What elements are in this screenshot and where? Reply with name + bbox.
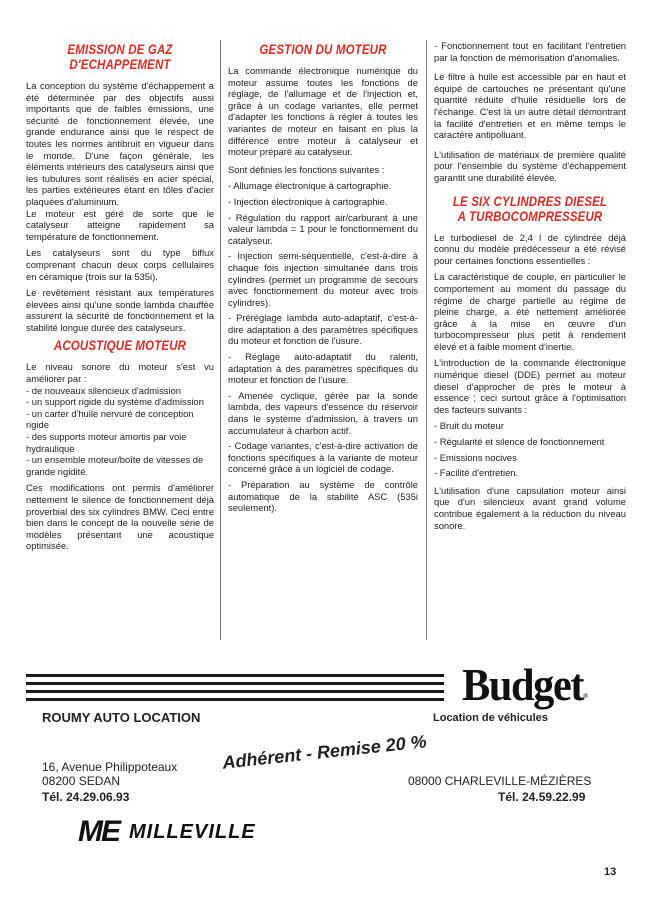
company-name: ROUMY AUTO LOCATION	[42, 710, 201, 725]
paragraph: Ces modifications ont permis d'améliorer nettement le silence de fonctionnement déjà proverbial des six cylindres BMW. Ceci entre bien dans le concept de la nouvelle série de modèles présentant une acoustique optimisée.	[26, 482, 214, 552]
section-heading-acoustique: ACOUSTIQUE MOTEUR	[53, 337, 187, 354]
ad-rule	[26, 698, 444, 701]
list-item: - un carter d'huile nervuré de conception rigide	[26, 407, 194, 431]
company-tagline: Location de véhicules	[433, 712, 548, 724]
list-item: - Régulation du rapport air/carburant à une valeur lambda = 1 pour le fonctionnement du catalyseur.	[228, 211, 418, 246]
section-heading-emission: EMISSION DE GAZ D'ECHAPPEMENT	[67, 41, 173, 72]
budget-logo: Budget®	[462, 659, 587, 710]
improvement-list	[26, 385, 214, 478]
list-item: - un ensemble moteur/boîte de vitesses de grande rigidité.	[26, 454, 204, 477]
column-divider	[220, 40, 221, 640]
list-item: - Facilité d'entretien.	[434, 467, 519, 479]
list-item: - Préparation au système de contrôle automatique de la stabilité ASC (535i seulement).	[228, 479, 418, 514]
paragraph: Le revêtement résistant aux températures élevées ainsi qu'une sonde lambda chauffée assurent la sécurité de fonctionnement et la stabilité longue durée des catalyseurs.	[26, 287, 214, 333]
promo-text: Adhérent - Remise 20 %	[221, 731, 428, 773]
paragraph: La conception du système d'échappement a été déterminée par des objectifs aussi importants que de faibles émissions, une sécurité de fonctionnement élevée, une grande endurance ainsi que le respect de toutes les normes antibruit en vigueur dans le monde. D'une façon générale, les éléments intérieurs des catalyseurs ainsi que les tubulures sont réalisés en acier spécial, les parties extérieures étant en tôles d'acier plaquées d'aluminium.	[26, 80, 214, 207]
list-item: - Bruit du moteur	[434, 420, 504, 432]
paragraph: Les catalyseurs sont du type biflux comprenant chacun deux corps cellulaires en céramique (trois sur la 535i).	[26, 247, 214, 282]
address-city: 08200 SEDAN	[42, 774, 121, 788]
address-street: 16, Avenue Philippoteaux	[42, 760, 178, 774]
column-divider	[426, 40, 427, 640]
list-item: - Réglage auto-adaptatif du ralenti, adaptation à des paramètres spécifiques du moteur et fonction de l'usure.	[228, 351, 418, 386]
ad-rule	[26, 674, 444, 677]
right-address-city: 08000 CHARLEVILLE-MÉZIÈRES	[408, 774, 592, 788]
column-3	[434, 38, 626, 536]
address-phone: Tél. 24.29.06.93	[42, 790, 130, 804]
advertisement	[26, 660, 626, 850]
paragraph: Le moteur est géré de sorte que le catalyseur atteigne rapidement sa température de fonctionnement.	[26, 207, 214, 242]
column-2	[228, 38, 418, 518]
paragraph: Le filtre à huile est accessible par en haut et équipé de cartouches ne présentant qu'une quantité réduite d'huile résiduelle lors de l'échange. C'est là un autre détail démontrant la facilité d'entretien et en même temps le caractère antipolluant.	[434, 71, 626, 141]
paragraph: L'introduction de la commande électronique numérique diesel (DDE) permet au moteur diesel d'approcher de près le moteur à essence ; ceci surtout grâce à l'optimisation des facteurs suivants :	[434, 357, 626, 415]
list-item: - Régularité et silence de fonctionnement	[434, 436, 605, 448]
paragraph: Le niveau sonore du moteur s'est vu améliorer par :	[26, 361, 214, 385]
list-item: - Allumage électronique à cartographie.	[228, 180, 392, 192]
list-item: - Injection électronique à cartographie.	[228, 195, 388, 207]
page-number: 13	[604, 866, 617, 878]
section-heading-diesel: LE SIX CYLINDRES DIESEL A TURBOCOMPRESSEUR	[452, 192, 608, 224]
list-item: - Codage variantes, c'est-à-dire activation de fonctions spécifiques à la variante de moteur concerné grâce à un logiciel de codage.	[228, 440, 418, 475]
column-1	[26, 38, 214, 557]
ad-rule	[26, 690, 444, 693]
paragraph: L'utilisation de matériaux de première qualité pour l'ensemble du système d'échappement garantit une durabilité élevée.	[434, 148, 626, 183]
brand-name: MILLEVILLE	[129, 820, 256, 843]
list-item: - des supports moteur amortis par voie hydraulique	[26, 431, 187, 454]
milleville-logo	[78, 815, 256, 848]
paragraph: Sont définies les fonctions suivantes :	[228, 163, 385, 175]
paragraph: La caractéristique de couple, en particulier le comportement au moment du passage du régime de charge partielle au régime de pleine charge, a été nettement améliorée grâce à la mise en œuvre d'un turbocompresseur plus petit à rendement élevé et à faible moment d'inertie.	[434, 271, 626, 352]
list-item: - Emissions nocives	[434, 451, 517, 463]
list-item: - Amenée cyclique, gérée par la sonde lambda, des vapeurs d'essence du réservoir dans le système d'admission, à travers un accumulateur à charbon actif.	[228, 389, 418, 436]
paragraph: La commande électronique numérique du moteur assume toutes les fonctions de réglage, de l'allumage et de l'injection et, grâce à un codage variantes, elle permet d'adapter les fonctions à régler à toutes les variantes de moteur en faisant en plus la différence entre moteur à catalyseur et moteur préparé au catalyseur.	[228, 65, 418, 158]
right-address-phone: Tél. 24.59.22.99	[498, 790, 586, 804]
section-heading-gestion: GESTION DU MOTEUR	[259, 41, 387, 57]
list-item: - de nouveaux silencieux d'admission	[26, 384, 182, 396]
list-item: - un support rigide du système d'admission	[26, 396, 204, 408]
me-logo-mark: ME	[78, 815, 119, 848]
paragraph: L'utilisation d'une capsulation moteur ainsi que d'un silencieux avant grand volume contribue également à la réduction du niveau sonore.	[434, 484, 626, 531]
paragraph: Le turbodiesel de 2,4 l de cylindrée déjà connu du modèle prédécesseur a été révisé pour certaines fonctions essentielles :	[434, 231, 626, 266]
list-item: - Injection semi-séquentielle, c'est-à-dire à chaque fois injection simultanée dans trois cylindres (permet un programme de secours avec fonctionnement du moteur avec trois cylindres).	[228, 250, 418, 308]
ad-rule	[26, 682, 444, 685]
list-item: - Préréglage lambda auto-adaptatif, c'est-à-dire adaptation à des paramètres spécifiques du moteur et fonction de l'usure.	[228, 312, 418, 347]
paragraph: - Fonctionnement tout en facilitant l'entretien par la fonction de mémorisation d'anomalies.	[434, 40, 626, 63]
